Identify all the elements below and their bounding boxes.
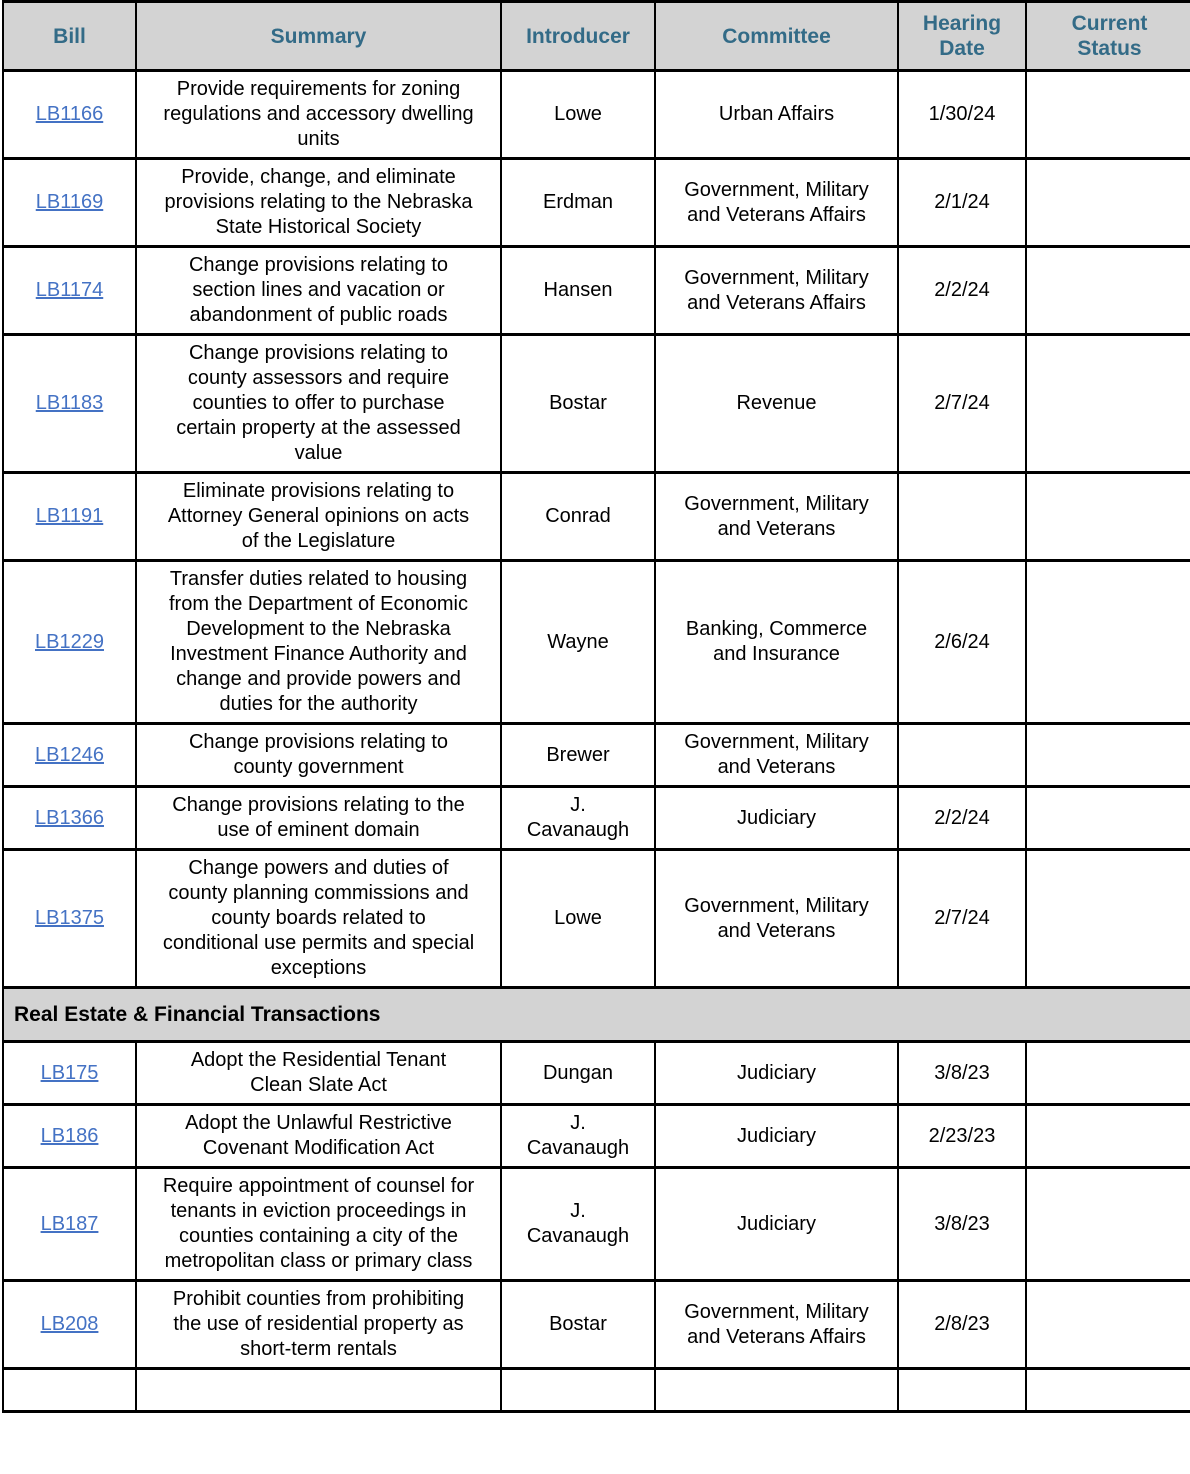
header-row bbox=[3, 2, 1190, 71]
bill-cell bbox=[3, 247, 136, 335]
summary-cell: Eliminate provisions relating to Attorney General opinions on acts of the Legislature bbox=[136, 473, 501, 561]
committee-cell: Government, Military and Veterans Affairs bbox=[655, 159, 898, 247]
summary-cell: Change provisions relating to section lines and vacation or abandonment of public roads bbox=[136, 247, 501, 335]
table-row bbox=[3, 724, 1190, 787]
table-row bbox=[3, 561, 1190, 724]
hearing_date-cell: 2/1/24 bbox=[898, 159, 1026, 247]
bill-cell bbox=[3, 473, 136, 561]
status-cell bbox=[1026, 787, 1190, 850]
hearing_date-cell: 3/8/23 bbox=[898, 1168, 1026, 1281]
introducer-cell: Bostar bbox=[501, 1281, 655, 1369]
status-cell bbox=[1026, 724, 1190, 787]
column-header-introducer: Introducer bbox=[501, 2, 655, 71]
bills-table bbox=[2, 0, 1190, 1413]
status-cell bbox=[1026, 1042, 1190, 1105]
introducer-cell: Lowe bbox=[501, 850, 655, 988]
introducer-cell: Hansen bbox=[501, 247, 655, 335]
table-row bbox=[3, 71, 1190, 159]
table-row bbox=[3, 473, 1190, 561]
bill-link[interactable]: LB186 bbox=[40, 1124, 99, 1147]
table-header bbox=[3, 2, 1190, 71]
column-header-committee: Committee bbox=[655, 2, 898, 71]
summary-cell: Provide requirements for zoning regulations and accessory dwelling units bbox=[136, 71, 501, 159]
bill-link[interactable]: LB1246 bbox=[35, 743, 104, 766]
bill-link[interactable]: LB1166 bbox=[35, 103, 104, 125]
summary-cell bbox=[136, 1369, 501, 1412]
bill-link[interactable]: LB1229 bbox=[35, 630, 104, 653]
hearing_date-cell: 3/8/23 bbox=[898, 1042, 1026, 1105]
introducer-cell: Conrad bbox=[501, 473, 655, 561]
bill-cell bbox=[3, 724, 136, 787]
committee-cell: Judiciary bbox=[655, 1042, 898, 1105]
summary-cell: Adopt the Residential Tenant Clean Slate Act bbox=[136, 1042, 501, 1105]
status-cell bbox=[1026, 850, 1190, 988]
table-row bbox=[3, 850, 1190, 988]
table-row bbox=[3, 1105, 1190, 1168]
summary-cell: Change powers and duties of county planning commissions and county boards related to conditional use permits and special exceptions bbox=[136, 850, 501, 988]
introducer-cell: J. Cavanaugh bbox=[501, 1168, 655, 1281]
summary-cell: Adopt the Unlawful Restrictive Covenant Modification Act bbox=[136, 1105, 501, 1168]
status-cell bbox=[1026, 159, 1190, 247]
hearing_date-cell: 2/6/24 bbox=[898, 561, 1026, 724]
status-cell bbox=[1026, 1168, 1190, 1281]
bill-cell bbox=[3, 159, 136, 247]
column-header-bill: Bill bbox=[3, 2, 136, 71]
summary-cell: Transfer duties related to housing from the Department of Economic Development to the Nebraska Investment Finance Authority and change and provide powers and duties for the authority bbox=[136, 561, 501, 724]
bill-link[interactable]: LB1375 bbox=[35, 907, 104, 929]
hearing_date-cell: 2/7/24 bbox=[898, 850, 1026, 988]
committee-cell: Judiciary bbox=[655, 787, 898, 850]
bill-link[interactable]: LB187 bbox=[40, 1212, 99, 1235]
hearing_date-cell: 2/7/24 bbox=[898, 335, 1026, 473]
summary-cell: Prohibit counties from prohibiting the use of residential property as short-term rentals bbox=[136, 1281, 501, 1369]
bill-link[interactable]: LB1366 bbox=[35, 806, 104, 829]
bill-cell bbox=[3, 787, 136, 850]
status-cell bbox=[1026, 561, 1190, 724]
bill-link[interactable]: LB175 bbox=[40, 1061, 99, 1084]
hearing_date-cell: 2/8/23 bbox=[898, 1281, 1026, 1369]
table-row bbox=[3, 1281, 1190, 1369]
summary-cell: Change provisions relating to the use of eminent domain bbox=[136, 787, 501, 850]
hearing_date-cell: 1/30/24 bbox=[898, 71, 1026, 159]
section-header-label: Real Estate & Financial Transactions bbox=[3, 988, 1190, 1042]
table-row bbox=[3, 159, 1190, 247]
hearing_date-cell bbox=[898, 473, 1026, 561]
section-header-row bbox=[3, 988, 1190, 1042]
hearing_date-cell bbox=[898, 724, 1026, 787]
table-row bbox=[3, 1042, 1190, 1105]
bill-cell bbox=[3, 1168, 136, 1281]
empty-row bbox=[3, 1369, 1190, 1412]
hearing_date-cell: 2/23/23 bbox=[898, 1105, 1026, 1168]
bill-cell bbox=[3, 1042, 136, 1105]
introducer-cell: Lowe bbox=[501, 71, 655, 159]
bill-cell bbox=[3, 1369, 136, 1412]
table-row bbox=[3, 247, 1190, 335]
bills-table-body bbox=[3, 71, 1190, 1412]
hearing_date-cell: 2/2/24 bbox=[898, 247, 1026, 335]
bill-link[interactable]: LB1174 bbox=[35, 279, 104, 301]
committee-cell: Judiciary bbox=[655, 1105, 898, 1168]
table-row bbox=[3, 1168, 1190, 1281]
introducer-cell: Bostar bbox=[501, 335, 655, 473]
status-cell bbox=[1026, 1281, 1190, 1369]
bill-cell bbox=[3, 71, 136, 159]
status-cell bbox=[1026, 247, 1190, 335]
committee-cell: Government, Military and Veterans bbox=[655, 724, 898, 787]
bill-link[interactable]: LB1191 bbox=[35, 505, 104, 527]
committee-cell: Government, Military and Veterans Affairs bbox=[655, 247, 898, 335]
hearing_date-cell bbox=[898, 1369, 1026, 1412]
committee-cell: Government, Military and Veterans bbox=[655, 850, 898, 988]
table-row bbox=[3, 787, 1190, 850]
bill-cell bbox=[3, 850, 136, 988]
status-cell bbox=[1026, 71, 1190, 159]
committee-cell: Government, Military and Veterans bbox=[655, 473, 898, 561]
introducer-cell: Erdman bbox=[501, 159, 655, 247]
committee-cell: Revenue bbox=[655, 335, 898, 473]
committee-cell: Government, Military and Veterans Affairs bbox=[655, 1281, 898, 1369]
committee-cell bbox=[655, 1369, 898, 1412]
bill-link[interactable]: LB1169 bbox=[35, 191, 104, 213]
table-row bbox=[3, 335, 1190, 473]
committee-cell: Banking, Commerce and Insurance bbox=[655, 561, 898, 724]
column-header-current-status: Current Status bbox=[1026, 2, 1190, 71]
committee-cell: Urban Affairs bbox=[655, 71, 898, 159]
status-cell bbox=[1026, 335, 1190, 473]
bill-link[interactable]: LB1183 bbox=[35, 392, 104, 414]
introducer-cell: Brewer bbox=[501, 724, 655, 787]
bill-cell bbox=[3, 1105, 136, 1168]
bill-cell bbox=[3, 561, 136, 724]
summary-cell: Provide, change, and eliminate provisions relating to the Nebraska State Historical Society bbox=[136, 159, 501, 247]
introducer-cell: Wayne bbox=[501, 561, 655, 724]
introducer-cell bbox=[501, 1369, 655, 1412]
committee-cell: Judiciary bbox=[655, 1168, 898, 1281]
introducer-cell: J. Cavanaugh bbox=[501, 787, 655, 850]
column-header-hearing-date: Hearing Date bbox=[898, 2, 1026, 71]
status-cell bbox=[1026, 473, 1190, 561]
hearing_date-cell: 2/2/24 bbox=[898, 787, 1026, 850]
summary-cell: Require appointment of counsel for tenants in eviction proceedings in counties containing a city of the metropolitan class or primary class bbox=[136, 1168, 501, 1281]
summary-cell: Change provisions relating to county government bbox=[136, 724, 501, 787]
bill-cell bbox=[3, 1281, 136, 1369]
bill-cell bbox=[3, 335, 136, 473]
status-cell bbox=[1026, 1105, 1190, 1168]
summary-cell: Change provisions relating to county assessors and require counties to offer to purchase certain property at the assessed value bbox=[136, 335, 501, 473]
introducer-cell: J. Cavanaugh bbox=[501, 1105, 655, 1168]
status-cell bbox=[1026, 1369, 1190, 1412]
column-header-summary: Summary bbox=[136, 2, 501, 71]
introducer-cell: Dungan bbox=[501, 1042, 655, 1105]
bill-link[interactable]: LB208 bbox=[40, 1313, 99, 1335]
